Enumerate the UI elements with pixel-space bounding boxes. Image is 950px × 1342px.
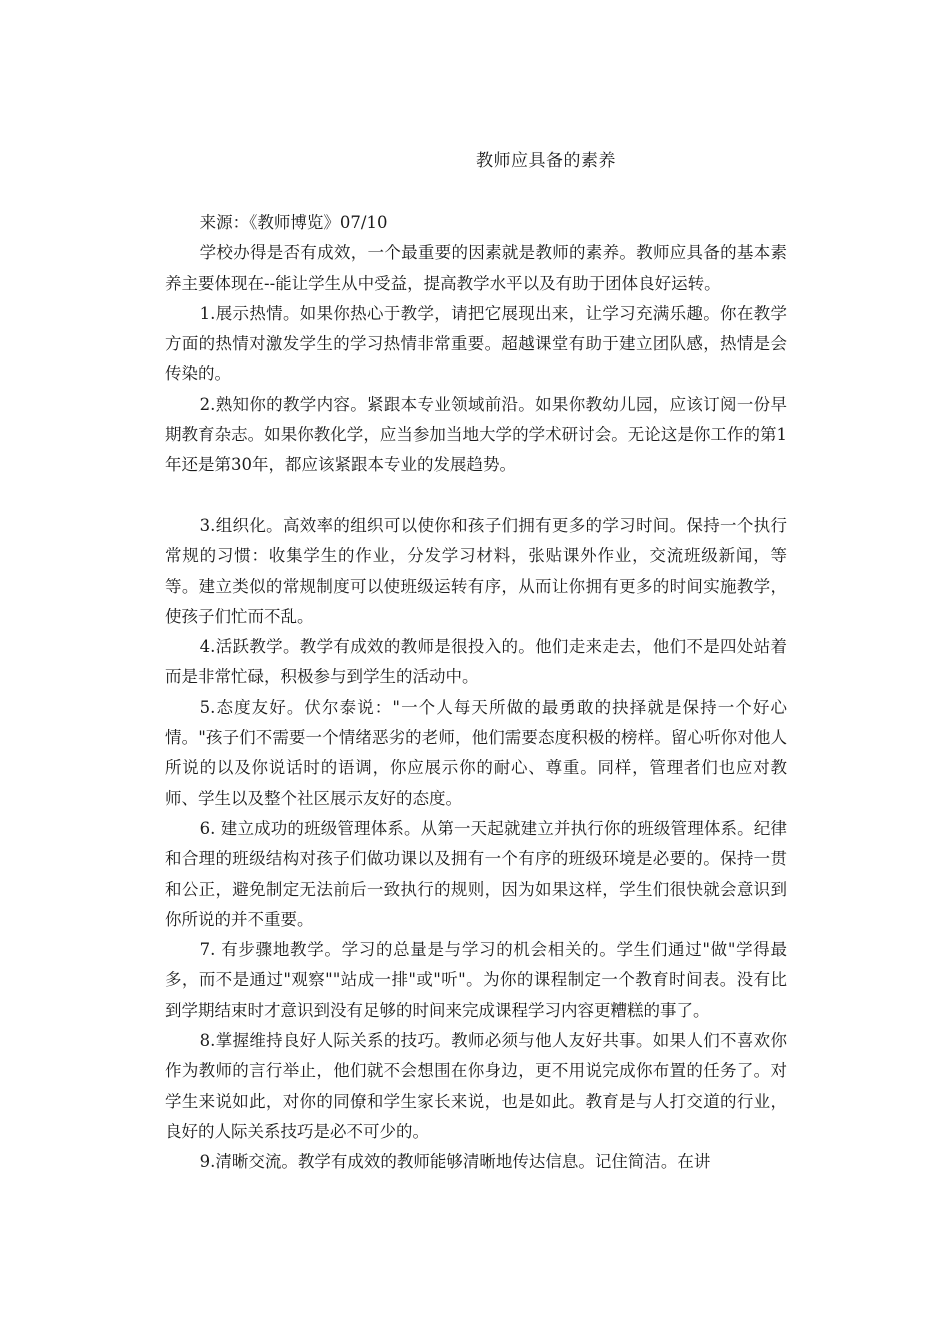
paragraph-2-know-content: 2.熟知你的教学内容。紧跟本专业领域前沿。如果你教幼儿园，应该订阅一份早期教育杂志。如果你教化学，应当参加当地大学的学术研讨会。无论这是你工作的第1年还是第30年，都应该紧跟本专业的发展趋势。: [165, 394, 787, 475]
document-body: [165, 208, 787, 1178]
paragraph-gap: [165, 481, 787, 511]
document-title: 教师应具备的素养: [476, 151, 616, 171]
paragraph-4-active-teaching: 4.活跃教学。教学有成效的教师是很投入的。他们走来走去，他们不是四处站着而是非常忙碌，积极参与到学生的活动中。: [165, 637, 787, 687]
paragraph-7-step-teaching: 7. 有步骤地教学。学习的总量是与学习的机会相关的。学生们通过"做"学得最多，而不是通过"观察""站成一排"或"听"。为你的课程制定一个教育时间表。没有比到学期结束时才意识到没有足够的时间来完成课程学习内容更糟糕的事了。: [165, 940, 787, 1020]
paragraph-8-interpersonal-skills: 8.掌握维持良好人际关系的技巧。教师必须与他人友好共事。如果人们不喜欢你作为教师的言行举止，他们就不会想围在你身边，更不用说完成你布置的任务了。对学生来说如此，对你的同僚和学生家长来说，也是如此。教育是与人打交道的行业，良好的人际关系技巧是必不可少的。: [165, 1031, 787, 1141]
paragraph-1-enthusiasm: 1.展示热情。如果你热心于教学，请把它展现出来，让学习充满乐趣。你在教学方面的热情对激发学生的学习热情非常重要。超越课堂有助于建立团队感，热情是会传染的。: [165, 303, 787, 384]
source-line: 来源：《教师博览》07/10: [199, 213, 388, 232]
paragraph-5-friendly-attitude: 5.态度友好。伏尔泰说："一个人每天所做的最勇敢的抉择就是保持一个好心情。"孩子们不需要一个情绪恶劣的老师，他们需要态度积极的榜样。留心听你对他人所说的以及你说话时的语调，你应展示你的耐心、尊重。同样，管理者们也应对教师、学生以及整个社区展示友好的态度。: [165, 697, 787, 808]
paragraph-6-classroom-management: 6. 建立成功的班级管理体系。从第一天起就建立并执行你的班级管理体系。纪律和合理的班级结构对孩子们做功课以及拥有一个有序的班级环境是必要的。保持一贯和公正，避免制定无法前后一致执行的规则，因为如果这样，学生们很快就会意识到你所说的并不重要。: [165, 818, 787, 929]
paragraph-9-clear-communication: 9.清晰交流。教学有成效的教师能够清晰地传达信息。记住简洁。在讲: [199, 1152, 711, 1172]
paragraph-3-organize: 3.组织化。高效率的组织可以使你和孩子们拥有更多的学习时间。保持一个执行常规的习惯：收集学生的作业，分发学习材料，张贴课外作业，交流班级新闻，等等。建立类似的常规制度可以使班级运转有序，从而让你拥有更多的时间实施教学，使孩子们忙而不乱。: [165, 515, 787, 626]
intro-paragraph: 学校办得是否有成效，一个最重要的因素就是教师的素养。教师应具备的基本素养主要体现在--能让学生从中受益，提高教学水平以及有助于团体良好运转。: [165, 243, 787, 293]
